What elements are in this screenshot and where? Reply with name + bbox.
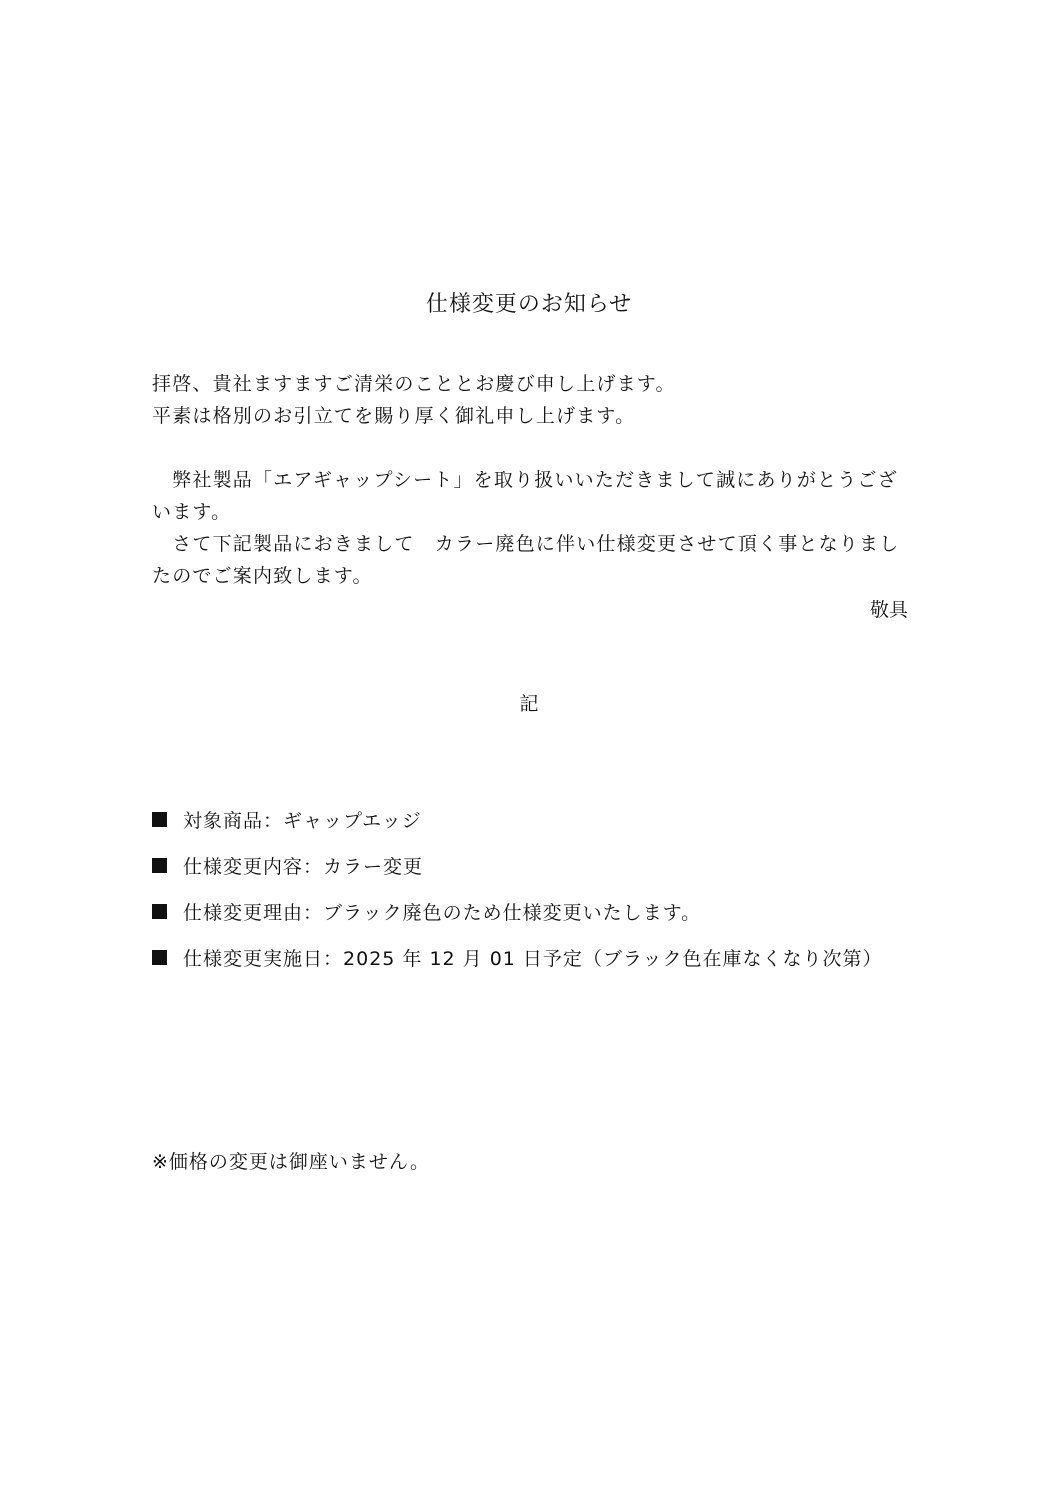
square-bullet-icon	[152, 812, 167, 827]
greeting-line-2: 平素は格別のお引立てを賜り厚く御礼申し上げます。	[152, 405, 636, 427]
spec-change-list	[152, 796, 912, 980]
list-item-target-product	[152, 796, 912, 842]
item-separator: ：	[263, 809, 284, 832]
item-separator: ：	[303, 855, 324, 878]
item-value: カラー変更	[323, 855, 424, 878]
greeting-line-1: 拝啓、貴社ますますご清栄のこととお慶び申し上げます。	[152, 373, 676, 395]
item-value: ギャップエッジ	[283, 809, 422, 832]
item-separator: ：	[303, 901, 324, 924]
list-item-change-content	[152, 842, 912, 888]
item-separator: ：	[323, 947, 344, 970]
square-bullet-icon	[152, 950, 167, 965]
price-note: ※価格の変更は御座いません。	[152, 1151, 431, 1173]
greeting-block	[152, 368, 908, 432]
item-label: 対象商品	[183, 809, 264, 832]
item-label: 仕様変更内容	[183, 855, 304, 878]
item-label: 仕様変更理由	[183, 901, 304, 924]
closing-keigu: 敬具	[869, 599, 908, 621]
main-paragraph	[152, 464, 908, 592]
ki-heading: 記	[519, 693, 539, 715]
list-item-effective-date	[152, 934, 912, 980]
page-title: 仕様変更のお知らせ	[425, 292, 633, 317]
item-label: 仕様変更実施日	[183, 947, 324, 970]
item-value: 2025 年 12 月 01 日予定（ブラック色在庫なくなり次第）	[343, 947, 883, 970]
body-paragraph-2: さて下記製品におきまして カラー廃色に伴い仕様変更させて頂く事となりましたのでご案内致します。	[152, 533, 900, 587]
list-item-change-reason	[152, 888, 912, 934]
square-bullet-icon	[152, 904, 167, 919]
body-paragraph-1: 弊社製品「エアギャップシート」を取り扱いいただきまして誠にありがとうございます。	[152, 469, 898, 523]
item-value: ブラック廃色のため仕様変更いたします。	[323, 901, 702, 924]
square-bullet-icon	[152, 858, 167, 873]
